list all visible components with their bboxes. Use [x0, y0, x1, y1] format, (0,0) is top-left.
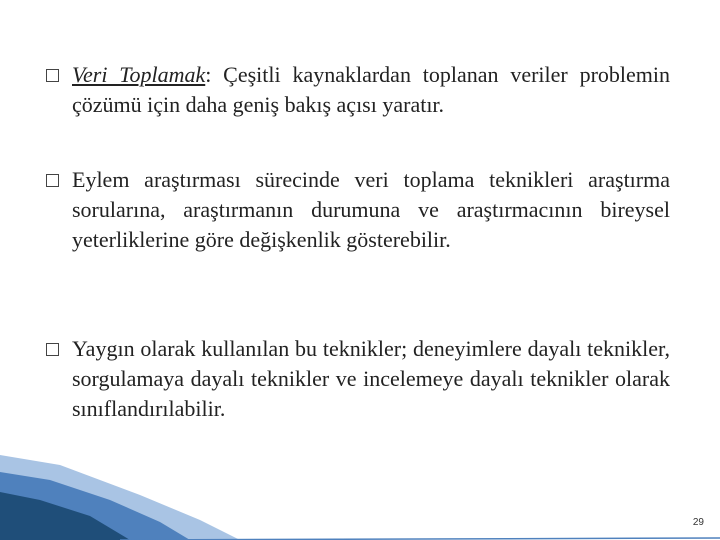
bullet-item-eylem-arastirmasi	[46, 165, 670, 255]
bullet-marker-icon	[46, 174, 59, 187]
bullet-text: Eylem araştırması sürecinde veri toplama teknikleri araştırma sorularına, araştırmanın durumuna ve araştırmacının bireysel yeterliklerine göre değişkenlik gösterebilir.	[72, 167, 670, 252]
page-number: 29	[692, 517, 704, 528]
bullet-text: Yaygın olarak kullanılan bu teknikler; deneyimlere dayalı teknikler, sorgulamaya dayalı teknikler ve incelemeye dayalı teknikler olarak sınıflandırılabilir.	[72, 336, 670, 421]
bullet-item-veri-toplamak	[46, 60, 670, 120]
bullet-description: : Çeşitli kaynaklardan toplanan veriler problemin çözümü için daha geniş bakış açısı yaratır.	[72, 62, 670, 117]
bullet-item-yaygin-teknikler	[46, 334, 670, 424]
bullet-marker-icon	[46, 69, 59, 82]
bullet-term: Veri Toplamak	[72, 62, 206, 87]
bullet-marker-icon	[46, 343, 59, 356]
bullet-text	[72, 60, 670, 120]
decorative-wave-graphic	[0, 450, 720, 540]
